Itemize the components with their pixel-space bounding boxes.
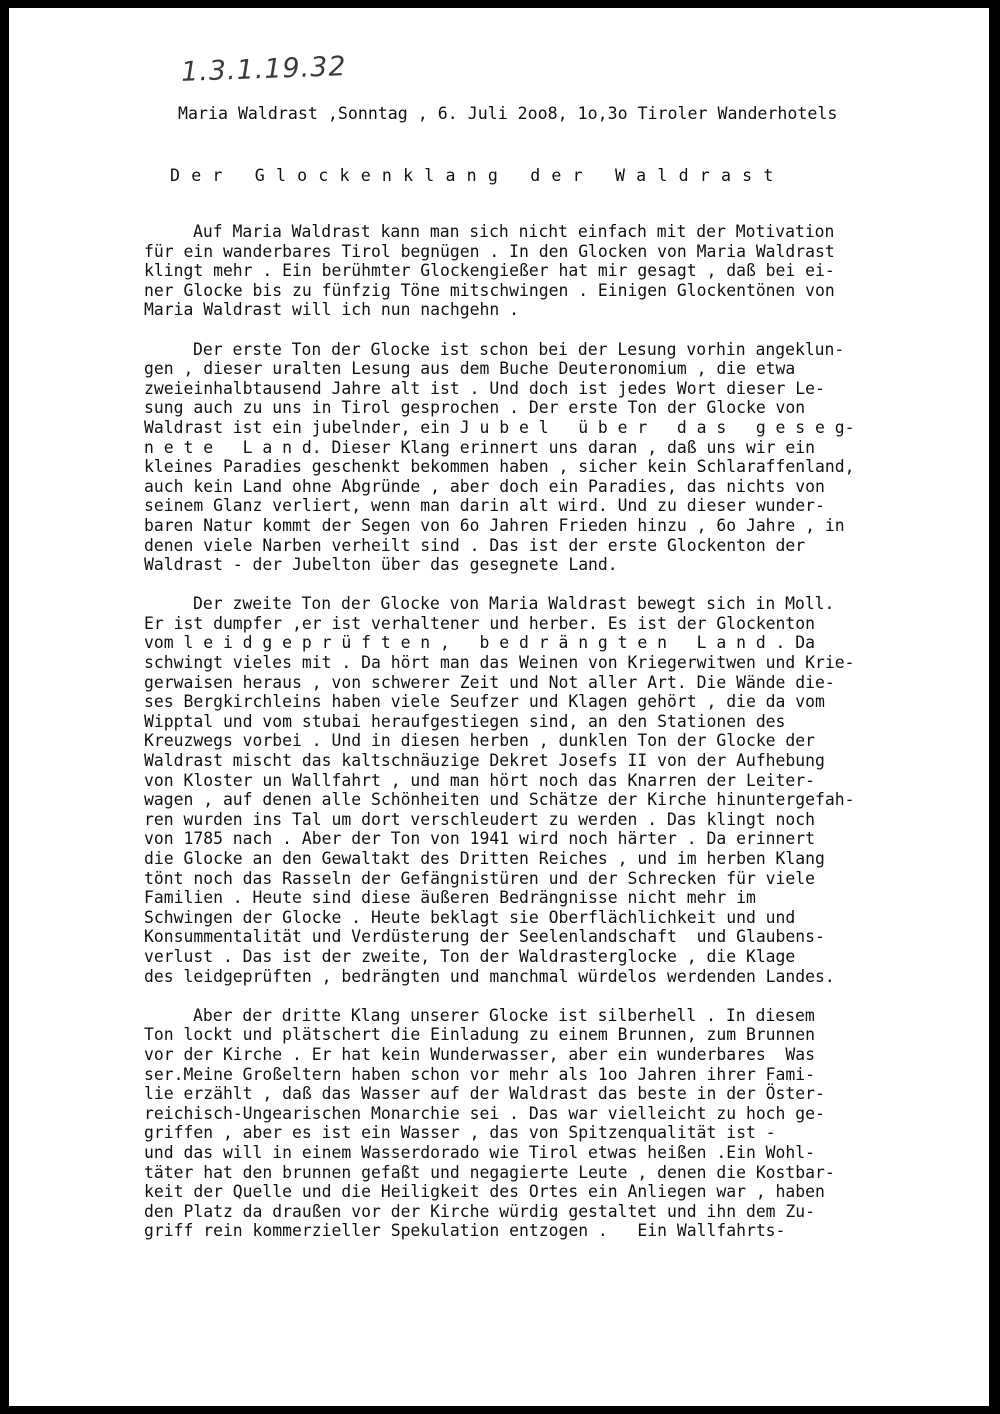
text-line: Waldrast mischt das kaltschnäuzige Dekret Josefs II von der Aufhebung	[144, 751, 825, 771]
paragraph-gap	[144, 575, 984, 595]
document-page	[9, 8, 989, 1406]
text-line: ses Bergkirchleins haben viele Seufzer und Klagen gehört , die da vom	[144, 692, 825, 712]
text-line: zweieinhalbtausend Jahre alt ist . Und doch ist jedes Wort dieser Le-	[144, 378, 825, 398]
text-line: für ein wanderbares Tirol begnügen . In den Glocken von Maria Waldrast	[144, 241, 835, 261]
text-line: täter hat den brunnen gefaßt und negagierte Leute , denen die Kostbar-	[144, 1162, 835, 1182]
text-line: den Platz da draußen vor der Kirche würdig gestaltet und ihn dem Zu-	[144, 1201, 816, 1221]
text-line: Der zweite Ton der Glocke von Maria Waldrast bewegt sich in Moll.	[193, 594, 835, 614]
text-line: von Kloster un Wallfahrt , und man hört noch das Knarren der Leiter-	[144, 770, 816, 790]
text-line: Auf Maria Waldrast kann man sich nicht einfach mit der Motivation	[193, 222, 835, 241]
text-line: Der erste Ton der Glocke ist schon bei der Lesung vorhin angeklun-	[193, 339, 845, 359]
text-line: auch kein Land ohne Abgründe , aber doch ein Paradies, das nichts von	[144, 476, 825, 496]
dateline: Maria Waldrast ,Sonntag , 6. Juli 2oo8, 1o,3o Tiroler Wanderhotels	[178, 104, 838, 123]
text-line: Maria Waldrast will ich nun nachgehn .	[144, 300, 519, 320]
text-line: ren wurden ins Tal um dort verschleudert zu werden . Das klingt noch	[144, 809, 816, 829]
text-line: seinem Glanz verliert, wenn man darin alt wird. Und zu dieser wunder-	[144, 496, 825, 516]
text-line: von 1785 nach . Aber der Ton von 1941 wird noch härter . Da erinnert	[144, 829, 816, 849]
text-line: ser.Meine Großeltern haben schon vor mehr als 1oo Jahren ihrer Fami-	[144, 1064, 816, 1084]
text-line: gen , dieser uralten Lesung aus dem Buche Deuteronomium , die etwa	[144, 359, 796, 379]
text-line: verlust . Das ist der zweite, Ton der Waldrasterglocke , die Klage	[144, 946, 796, 966]
text-line: lie erzählt , daß das Wasser auf der Waldrast das beste in der Öster-	[144, 1084, 825, 1104]
text-line: und das will in einem Wasserdorado wie Tirol etwas heißen .Ein Wohl-	[144, 1142, 816, 1162]
text-line: wagen , auf denen alle Schönheiten und Schätze der Kirche hinuntergefah-	[144, 790, 855, 810]
text-line: Konsummentalität und Verdüsterung der Seelenlandschaft und Glaubens-	[144, 927, 825, 947]
text-line: des leidgeprüften , bedrängten und manchmal würdelos werdenden Landes.	[144, 966, 835, 986]
text-line: keit der Quelle und die Heiligkeit des Ortes ein Anliegen war , haben	[144, 1182, 825, 1202]
text-line: vor der Kirche . Er hat kein Wunderwasser, aber ein wunderbares Was	[144, 1044, 816, 1064]
text-line: griff rein kommerzieller Spekulation entzogen . Ein Wallfahrts-	[144, 1221, 786, 1241]
text-line: Er ist dumpfer ,er ist verhaltener und herber. Es ist der Glockenton	[144, 613, 816, 633]
text-line: sung auch zu uns in Tirol gesprochen . Der erste Ton der Glocke von	[144, 398, 806, 418]
text-line: gerwaisen heraus , von schwerer Zeit und Not aller Art. Die Wände die-	[144, 672, 835, 692]
text-line: Waldrast ist ein jubelnder, ein J u b e l ü b e r d a s g e s e g-	[144, 417, 855, 437]
text-line: ner Glocke bis zu fünfzig Töne mitschwingen . Einigen Glockentönen von	[144, 280, 835, 300]
text-line: Wipptal und vom stubai heraufgestiegen sind, an den Stationen des	[144, 711, 786, 731]
text-line: Kreuzwegs vorbei . Und in diesen herben , dunklen Ton der Glocke der	[144, 731, 816, 751]
text-line: n e t e L a n d. Dieser Klang erinnert uns daran , daß uns wir ein	[144, 437, 816, 457]
text-line: Ton lockt und plätschert die Einladung zu einem Brunnen, zum Brunnen	[144, 1025, 816, 1045]
text-line: tönt noch das Rasseln der Gefängnistüren und der Schrecken für viele	[144, 868, 816, 888]
paragraph-gap	[144, 320, 984, 340]
text-line: Waldrast - der Jubelton über das gesegnete Land.	[144, 555, 618, 575]
text-line: schwingt vieles mit . Da hört man das Weinen von Kriegerwitwen und Krie-	[144, 653, 855, 673]
text-line: baren Natur kommt der Segen von 6o Jahren Frieden hinzu , 6o Jahre , in	[144, 515, 845, 535]
document-title: Der Glockenklang der Waldrast	[170, 166, 785, 185]
text-line: Schwingen der Glocke . Heute beklagt sie Oberflächlichkeit und und	[144, 907, 796, 927]
text-line: die Glocke an den Gewaltakt des Dritten Reiches , und im herben Klang	[144, 849, 825, 868]
text-line: denen viele Narben verheilt sind . Das ist der erste Glockenton der	[144, 535, 806, 555]
text-line: klingt mehr . Ein berühmter Glockengießer hat mir gesagt , daß bei ei-	[144, 261, 835, 281]
text-line: kleines Paradies geschenkt bekommen haben , sicher kein Schlaraffenland,	[144, 457, 855, 477]
body-text	[144, 222, 984, 1241]
paragraph-gap	[144, 986, 984, 1006]
text-line: Familien . Heute sind diese äußeren Bedrängnisse nicht mehr im	[144, 888, 756, 908]
text-line: reichisch-Ungearischen Monarchie sei . Das war vielleicht zu hoch ge-	[144, 1103, 825, 1123]
handwritten-archive-number: 1.3.1.19.32	[180, 51, 348, 88]
text-line: griffen , aber es ist ein Wasser , das von Spitzenqualität ist -	[144, 1123, 776, 1143]
text-line: Aber der dritte Klang unserer Glocke ist silberhell . In diesem	[193, 1005, 815, 1025]
text-line: vom l e i d g e p r ü f t e n , b e d r ä n g t e n L a n d . Da	[144, 633, 816, 653]
